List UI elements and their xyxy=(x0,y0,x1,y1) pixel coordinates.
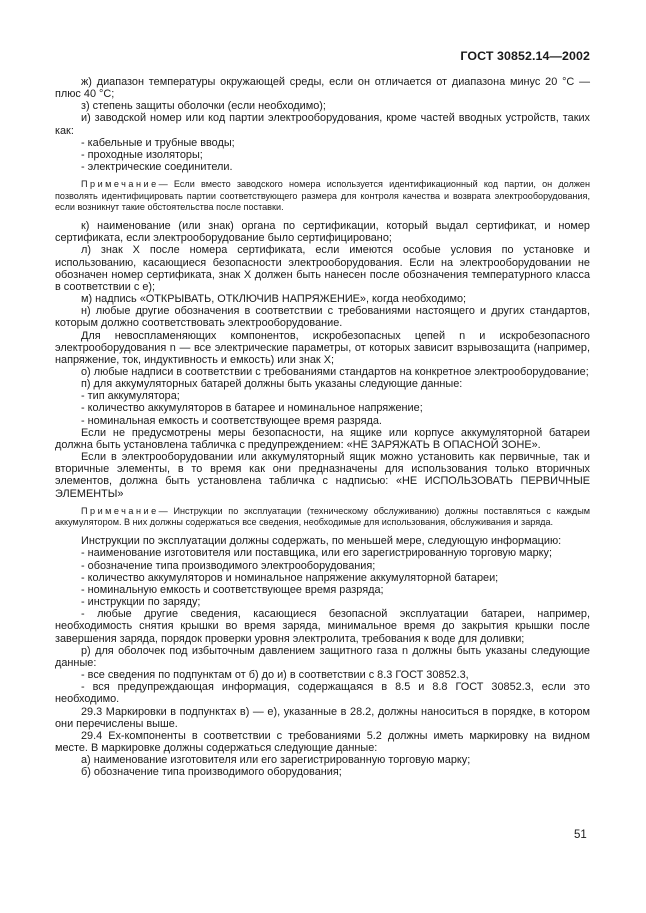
list-item: - количество аккумуляторов в батарее и номинальное напряжение; xyxy=(81,402,423,415)
list-item: - кабельные и трубные вводы; xyxy=(81,136,235,149)
item-k: к) наименование (или знак) органа по сертификации, который выдал сертификат, и номер сертификата, если электрооборудование было сертифицировано; xyxy=(55,220,590,245)
clause-29-4: 29.4 Ex-компоненты в соответствии с требованиями 5.2 должны иметь маркировку на видном месте. В маркировке должны содержаться следующие данные: xyxy=(55,729,590,754)
note-label: Примечание xyxy=(81,179,159,190)
item-r: р) для оболочек под избыточным давлением защитного газа n должны быть указаны следующие данные: xyxy=(55,644,590,669)
item-o: о) любые надписи в соответствии с требованиями стандартов на конкретное электрооборудование; xyxy=(81,366,589,379)
list-item: - инструкции по заряду; xyxy=(81,596,201,609)
clause-29-3: 29.3 Маркировки в подпунктах в) — е), указанные в 28.2, должны наноситься в порядке, в котором они перечислены выше. xyxy=(55,705,590,730)
item-n: н) любые другие обозначения в соответствии с требованиями настоящего и других стандартов, которым должно соответствовать электрооборудование. xyxy=(55,305,590,330)
list-item: - номинальную емкость и соответствующее время разряда; xyxy=(81,583,384,596)
list-item: - любые другие сведения, касающиеся безопасной эксплуатации батареи, например, необходимость снятия крышки во время заряда, минимальное время до закрытия крышки после завершения заряда, порядок проверки уровня электролита, требования к воде для доливки; xyxy=(55,608,590,645)
item-b: б) обозначение типа производимого оборудования; xyxy=(81,766,342,779)
item-z: з) степень защиты оболочки (если необходимо); xyxy=(81,100,326,113)
note-text: — Если вместо заводского номера используется идентификационный код партии, он должен позволять идентифицировать партии соответствующего размера для контроля качества и возврата электрооборудования, если возникнут такие обстоятельства после поставки. xyxy=(55,179,590,212)
note-label: Примечание xyxy=(81,505,159,516)
list-item: - номинальная емкость и соответствующее время разряда. xyxy=(81,414,382,427)
paragraph: Для невоспламеняющих компонентов, искробезопасных цепей n и искробезопасного электрооборудования n — все электрические параметры, от которых зависит взрывозащита (например, напряжение, ток, индуктивность и емкость) или знак X; xyxy=(55,329,590,366)
list-item: - все сведения по подпунктам от б) до и) в соответствии с 8.3 ГОСТ 30852.3, xyxy=(81,669,469,682)
note-1 xyxy=(55,179,590,213)
item-m: м) надпись «ОТКРЫВАТЬ, ОТКЛЮЧИВ НАПРЯЖЕНИЕ», когда необходимо; xyxy=(81,293,467,306)
note-2 xyxy=(55,506,590,529)
item-zh: ж) диапазон температуры окружающей среды, если он отличается от диапазона минус 20 °С — плюс 40 °С; xyxy=(55,76,590,101)
page-number: 51 xyxy=(574,829,587,841)
item-p: п) для аккумуляторных батарей должны быть указаны следующие данные: xyxy=(81,378,463,391)
list-item: - количество аккумуляторов и номинальное напряжение аккумуляторной батареи; xyxy=(81,571,499,584)
paragraph: Если не предусмотрены меры безопасности, на ящике или корпусе аккумуляторной батареи должна быть установлена табличка с предупреждением: «НЕ ЗАРЯЖАТЬ В ОПАСНОЙ ЗОНЕ». xyxy=(55,426,590,451)
page-body xyxy=(55,76,590,778)
list-item: - наименование изготовителя или поставщика, или его зарегистрированную торговую марку; xyxy=(81,547,553,560)
item-i: и) заводской номер или код партии электрооборудования, кроме частей вводных устройств, таких как: xyxy=(55,112,590,137)
document-header: ГОСТ 30852.14—2002 xyxy=(460,49,590,63)
list-item: - тип аккумулятора; xyxy=(81,390,180,403)
paragraph: Инструкции по эксплуатации должны содержать, по меньшей мере, следующую информацию: xyxy=(81,535,562,548)
note-text: — Инструкции по эксплуатации (техническому обслуживанию) должны поставляться с каждым аккумулятором. В них должны содержаться все сведения, необходимые для использования, обслуживания и заряда. xyxy=(55,505,590,528)
item-a: а) наименование изготовителя или его зарегистрированную торговую марку; xyxy=(81,754,471,767)
list-item: - проходные изоляторы; xyxy=(81,148,203,161)
list-item: - электрические соединители. xyxy=(81,161,233,174)
paragraph: Если в электрооборудовании или аккумуляторный ящик можно установить как первичные, так и вторичные элементы, в то время как они предназначены для использования только вторичных элементов, должна быть установлена табличка с надписью: «НЕ ИСПОЛЬЗОВАТЬ ПЕРВИЧНЫЕ ЭЛЕМЕНТЫ» xyxy=(55,451,590,500)
list-item: - вся предупреждающая информация, содержащаяся в 8.5 и 8.8 ГОСТ 30852.3, если это необходимо. xyxy=(55,681,590,706)
item-l: л) знак X после номера сертификата, если имеются особые условия по установке и использованию, касающиеся безопасности электрооборудования. Если на электрооборудовании не обозначен номер сертификата, знак X должен быть нанесен после обозначения температурного класса в соответствии с е); xyxy=(55,244,590,293)
list-item: - обозначение типа производимого электрооборудования; xyxy=(81,559,376,572)
